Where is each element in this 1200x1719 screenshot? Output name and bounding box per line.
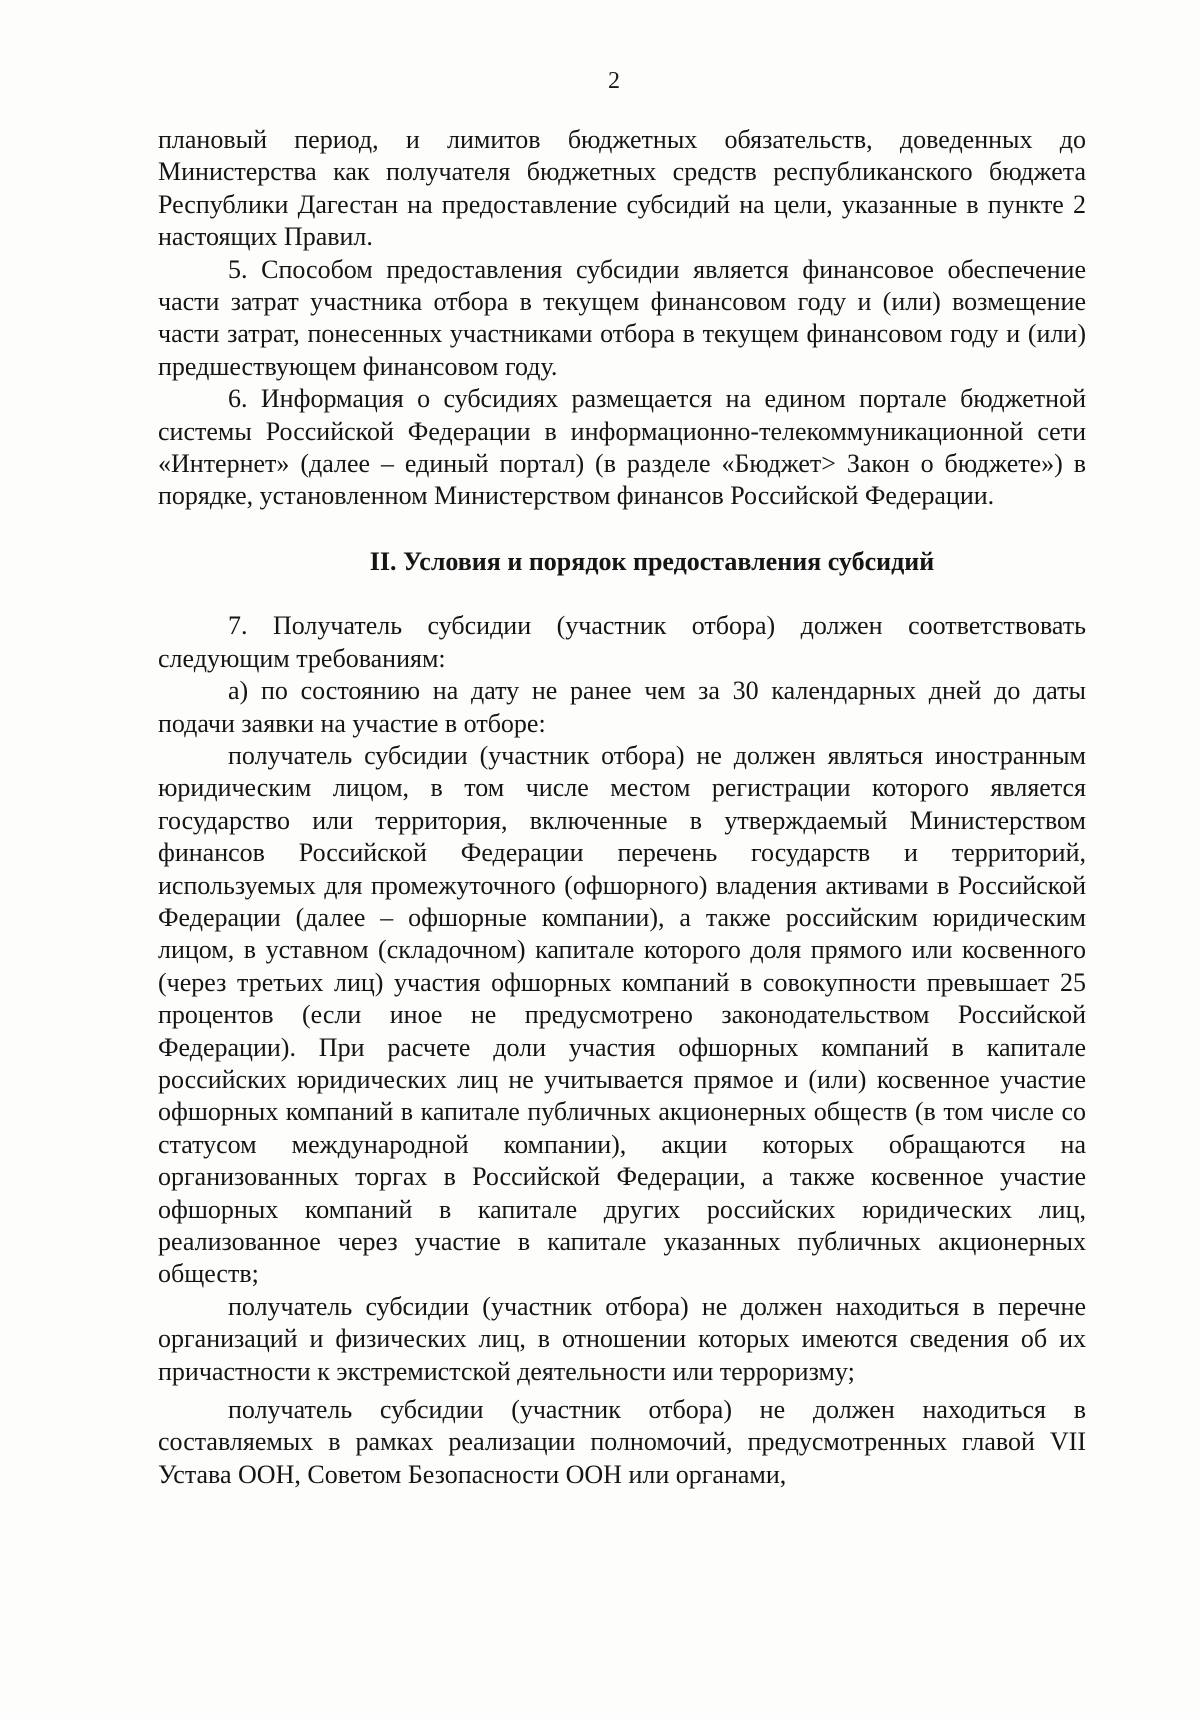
paragraph-6: 6. Информация о субсидиях размещается на едином портале бюджетной системы Российской Федерации в информационно-телекоммуникационной сети «Интернет» (далее – единый портал) (в разделе «Бюджет> Закон о бюджете») в порядке, установленном Министерством финансов Российской Федерации.: [158, 384, 1086, 511]
section-heading: II. Условия и порядок предоставления субсидий: [369, 546, 935, 576]
page-number: 2: [608, 68, 620, 94]
paragraph-7a: а) по состоянию на дату не ранее чем за 30 календарных дней до даты подачи заявки на участие в отборе:: [158, 676, 1086, 738]
paragraph-7a-extremism: получатель субсидии (участник отбора) не должен находиться в перечне организаций и физических лиц, в отношении которых имеются сведения об их причастности к экстремистской деятельности или терроризму;: [158, 1291, 1086, 1386]
paragraph-5: 5. Способом предоставления субсидии является финансовое обеспечение части затрат участника отбора в текущем финансовом году и (или) возмещение части затрат, понесенных участниками отбора в текущем финансовом году и (или) предшествующем финансовом году.: [158, 254, 1086, 381]
document-body: [158, 124, 1086, 1491]
paragraph-7a-offshore: получатель субсидии (участник отбора) не должен являться иностранным юридическим лицом, в том числе местом регистрации которого является государство или территория, включенные в утверждаемый Министерством финансов Российской Федерации перечень государств и территорий, используемых для промежуточного (офшорного) владения активами в Российской Федерации (далее – офшорные компании), а также российским юридическим лицом, в уставном (складочном) капитале которого доля прямого или косвенного (через третьих лиц) участия офшорных компаний в совокупности превышает 25 процентов (если иное не предусмотрено законодательством Российской Федерации). При расчете доли участия офшорных компаний в капитале российских юридических лиц не учитывается прямое и (или) косвенное участие офшорных компаний в капитале публичных акционерных обществ (в том числе со статусом международной компании), акции которых обращаются на организованных торгах в Российской Федерации, а также косвенное участие офшорных компаний в капитале других российских юридических лиц, реализованное через участие в капитале указанных публичных акционерных обществ;: [158, 740, 1086, 1289]
paragraph-7: 7. Получатель субсидии (участник отбора) должен соответствовать следующим требованиям:: [158, 611, 1086, 673]
paragraph-7a-un-lists: получатель субсидии (участник отбора) не должен находиться в составляемых в рамках реализации полномочий, предусмотренных главой VII Устава ООН, Советом Безопасности ООН или органами,: [158, 1395, 1086, 1489]
paragraph-continuation: плановый период, и лимитов бюджетных обязательств, доведенных до Министерства как получателя бюджетных средств республиканского бюджета Республики Дагестан на предоставление субсидий на цели, указанные в пункте 2 настоящих Правил.: [158, 125, 1086, 252]
